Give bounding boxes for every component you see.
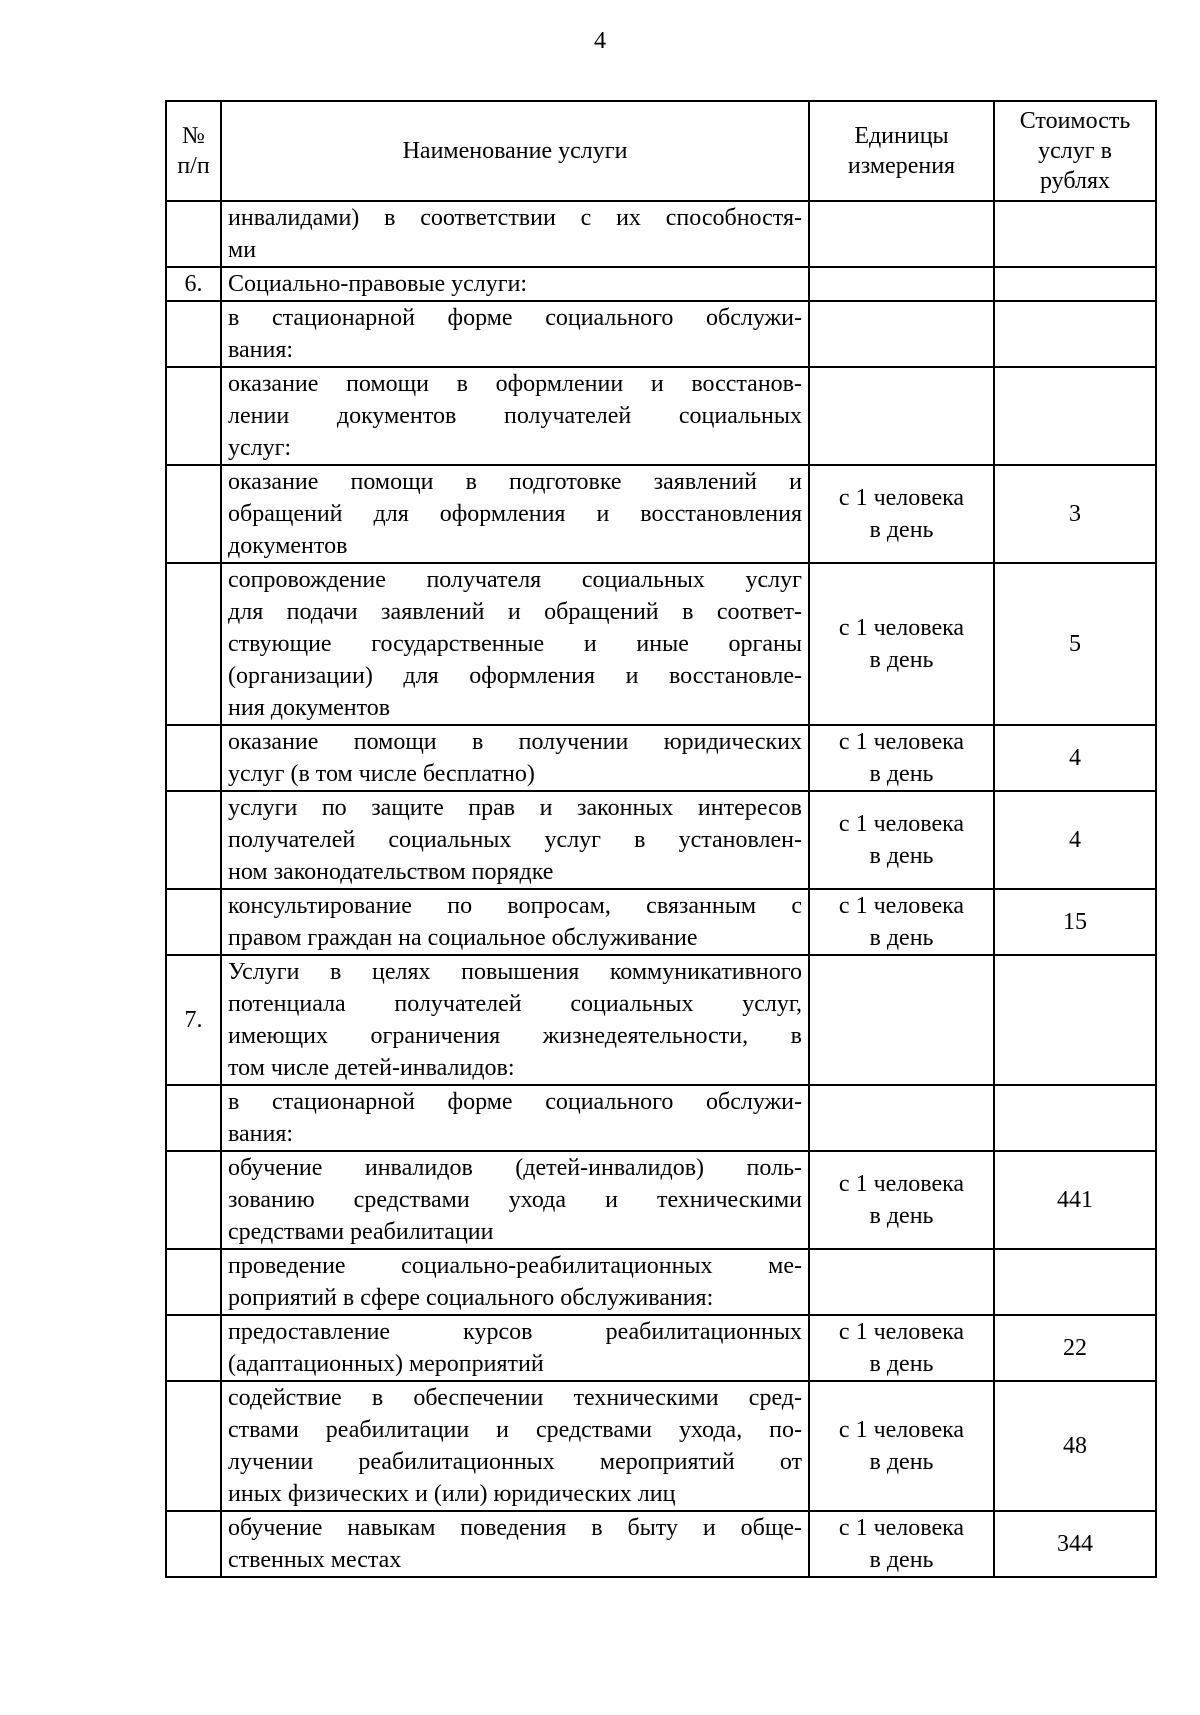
service-cost <box>994 201 1156 267</box>
table-header-row <box>166 101 1156 201</box>
table-row <box>166 1151 1156 1249</box>
service-name-line: ствующие государственные и иные органы <box>228 631 802 657</box>
row-number <box>166 889 221 955</box>
service-name-line: вания: <box>228 1121 294 1147</box>
header-cost-line: рублях <box>1040 168 1110 194</box>
table-body <box>166 201 1156 1577</box>
unit-line: в день <box>869 1449 934 1475</box>
service-name-line: имеющих ограничения жизнедеятельности, в <box>228 1023 802 1049</box>
table-row <box>166 1315 1156 1381</box>
unit-of-measure <box>809 301 994 367</box>
service-cost: 15 <box>994 889 1156 955</box>
service-name <box>221 563 809 725</box>
unit-of-measure <box>809 1085 994 1151</box>
service-cost: 5 <box>994 563 1156 725</box>
service-name-line: проведение социально-реабилитационных ме- <box>228 1253 802 1279</box>
service-cost: 3 <box>994 465 1156 563</box>
table-row <box>166 1511 1156 1577</box>
service-name-line: услуги по защите прав и законных интересов <box>228 795 802 821</box>
unit-of-measure <box>809 367 994 465</box>
table-row <box>166 791 1156 889</box>
unit-line: в день <box>869 1547 934 1573</box>
service-name-line: роприятий в сфере социального обслуживания: <box>228 1285 714 1311</box>
header-cost-line: Стоимость <box>1019 108 1131 134</box>
service-name-line: лении документов получателей социальных <box>228 403 802 429</box>
service-name-line: получателей социальных услуг в установлен- <box>228 827 802 853</box>
unit-line: в день <box>869 647 934 673</box>
service-name-line: ственных местах <box>228 1547 402 1573</box>
unit-line: в день <box>869 843 934 869</box>
unit-of-measure <box>809 725 994 791</box>
service-name-line: оказание помощи в подготовке заявлений и <box>228 469 802 495</box>
service-cost: 22 <box>994 1315 1156 1381</box>
header-unit <box>809 101 994 201</box>
unit-of-measure <box>809 465 994 563</box>
service-name <box>221 201 809 267</box>
table-row <box>166 367 1156 465</box>
unit-line: с 1 человека <box>838 1515 965 1541</box>
service-name-line: оказание помощи в оформлении и восстанов- <box>228 371 802 397</box>
service-name <box>221 1151 809 1249</box>
unit-of-measure <box>809 1249 994 1315</box>
service-name-line: средствами реабилитации <box>228 1219 494 1245</box>
service-cost: 4 <box>994 791 1156 889</box>
row-number: 7. <box>166 955 221 1085</box>
service-name-line: правом граждан на социальное обслуживание <box>228 925 698 951</box>
unit-line: с 1 человека <box>838 485 965 511</box>
service-name <box>221 1085 809 1151</box>
service-name-line: услуг: <box>228 435 292 461</box>
unit-of-measure <box>809 889 994 955</box>
unit-line: с 1 человека <box>838 1417 965 1443</box>
service-name-line: услуг (в том числе бесплатно) <box>228 761 535 787</box>
header-unit-line: измерения <box>847 153 956 179</box>
header-number-line: п/п <box>177 153 210 179</box>
service-name <box>221 465 809 563</box>
unit-line: с 1 человека <box>838 1319 965 1345</box>
service-name-line: Социально-правовые услуги: <box>228 271 528 297</box>
service-name <box>221 1511 809 1577</box>
service-name-line: ствами реабилитации и средствами ухода, по- <box>228 1417 802 1443</box>
unit-line: с 1 человека <box>838 729 965 755</box>
service-cost <box>994 301 1156 367</box>
header-number <box>166 101 221 201</box>
header-cost-line: услуг в <box>1038 138 1112 164</box>
service-name-line: для подачи заявлений и обращений в соответ- <box>228 599 802 625</box>
table-row <box>166 301 1156 367</box>
row-number <box>166 301 221 367</box>
service-name-line: Услуги в целях повышения коммуникативного <box>228 959 802 985</box>
service-name-line: зованию средствами ухода и техническими <box>228 1187 802 1213</box>
service-name-line: предоставление курсов реабилитационных <box>228 1319 802 1345</box>
row-number: 6. <box>166 267 221 301</box>
service-name <box>221 267 809 301</box>
service-name <box>221 889 809 955</box>
service-name-line: потенциала получателей социальных услуг, <box>228 991 802 1017</box>
service-name-line: документов <box>228 533 348 559</box>
unit-line: с 1 человека <box>838 1171 965 1197</box>
unit-of-measure <box>809 955 994 1085</box>
service-name-line: вания: <box>228 337 294 363</box>
page-number: 4 <box>594 28 606 54</box>
row-number <box>166 1151 221 1249</box>
unit-of-measure <box>809 1511 994 1577</box>
table-row <box>166 1381 1156 1511</box>
service-name <box>221 367 809 465</box>
service-name-line: обучение инвалидов (детей-инвалидов) поль- <box>228 1155 802 1181</box>
row-number <box>166 1315 221 1381</box>
service-name <box>221 955 809 1085</box>
table-row <box>166 201 1156 267</box>
row-number <box>166 725 221 791</box>
service-name-line: (организации) для оформления и восстановле- <box>228 663 802 689</box>
service-cost: 4 <box>994 725 1156 791</box>
unit-of-measure <box>809 1381 994 1511</box>
service-name-line: том числе детей-инвалидов: <box>228 1055 515 1081</box>
service-name-line: (адаптационных) мероприятий <box>228 1351 544 1377</box>
table-row <box>166 563 1156 725</box>
table-row <box>166 725 1156 791</box>
unit-line: в день <box>869 1351 934 1377</box>
service-name <box>221 1315 809 1381</box>
row-number <box>166 563 221 725</box>
row-number <box>166 201 221 267</box>
table-row <box>166 1249 1156 1315</box>
unit-of-measure <box>809 791 994 889</box>
service-name-line: обучение навыкам поведения в быту и обще- <box>228 1515 802 1541</box>
service-cost <box>994 367 1156 465</box>
service-name-line: иных физических и (или) юридических лиц <box>228 1481 676 1507</box>
row-number <box>166 1381 221 1511</box>
service-cost <box>994 1249 1156 1315</box>
service-name-line: в стационарной форме социального обслужи- <box>228 305 802 331</box>
service-name <box>221 791 809 889</box>
unit-line: с 1 человека <box>838 811 965 837</box>
unit-of-measure <box>809 1151 994 1249</box>
header-cost <box>994 101 1156 201</box>
header-number-line: № <box>182 123 205 149</box>
service-cost <box>994 267 1156 301</box>
row-number <box>166 1085 221 1151</box>
service-name <box>221 1381 809 1511</box>
table-row <box>166 465 1156 563</box>
service-cost <box>994 955 1156 1085</box>
unit-line: в день <box>869 925 934 951</box>
header-unit-line: Единицы <box>854 123 949 149</box>
service-name-line: содействие в обеспечении техническими сред- <box>228 1385 802 1411</box>
table-row <box>166 1085 1156 1151</box>
row-number <box>166 1511 221 1577</box>
service-name <box>221 725 809 791</box>
unit-line: с 1 человека <box>838 893 965 919</box>
service-cost: 48 <box>994 1381 1156 1511</box>
unit-line: в день <box>869 1203 934 1229</box>
service-name-line: ми <box>228 237 257 263</box>
row-number <box>166 791 221 889</box>
service-name-line: обращений для оформления и восстановления <box>228 501 802 527</box>
unit-line: в день <box>869 517 934 543</box>
row-number <box>166 465 221 563</box>
service-name-line: лучении реабилитационных мероприятий от <box>228 1449 802 1475</box>
table-row <box>166 889 1156 955</box>
service-name-line: инвалидами) в соответствии с их способностя- <box>228 205 802 231</box>
unit-of-measure <box>809 267 994 301</box>
row-number <box>166 1249 221 1315</box>
table-row <box>166 267 1156 301</box>
service-name-line: в стационарной форме социального обслужи- <box>228 1089 802 1115</box>
service-name <box>221 301 809 367</box>
services-price-table <box>165 100 1157 1578</box>
unit-of-measure <box>809 201 994 267</box>
table-row <box>166 955 1156 1085</box>
service-cost: 344 <box>994 1511 1156 1577</box>
unit-line: с 1 человека <box>838 615 965 641</box>
service-name-line: сопровождение получателя социальных услуг <box>228 567 802 593</box>
service-cost <box>994 1085 1156 1151</box>
service-name-line: оказание помощи в получении юридических <box>228 729 802 755</box>
service-name-line: консультирование по вопросам, связанным с <box>228 893 802 919</box>
service-cost: 441 <box>994 1151 1156 1249</box>
unit-of-measure <box>809 1315 994 1381</box>
service-name <box>221 1249 809 1315</box>
service-name-line: ния документов <box>228 695 391 721</box>
row-number <box>166 367 221 465</box>
service-name-line: ном законодательством порядке <box>228 859 554 885</box>
unit-of-measure <box>809 563 994 725</box>
unit-line: в день <box>869 761 934 787</box>
header-service-name: Наименование услуги <box>221 101 809 201</box>
